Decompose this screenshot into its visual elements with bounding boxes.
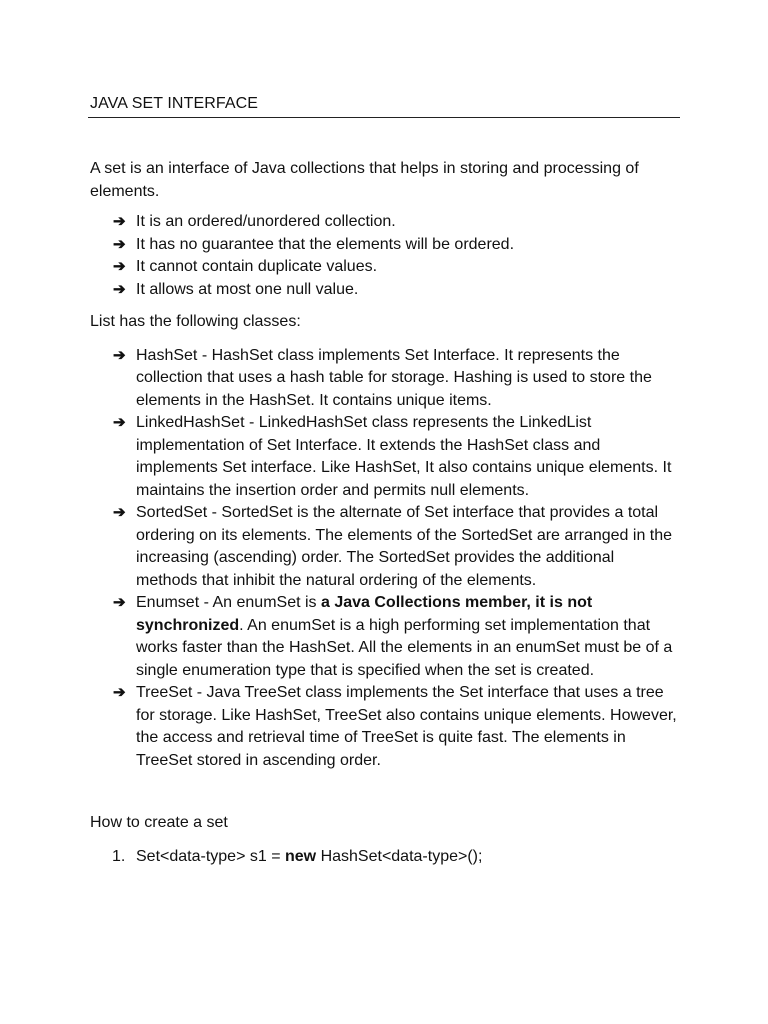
arrow-icon: ➔ — [113, 280, 126, 298]
list-item — [112, 234, 680, 257]
class-description: LinkedHashSet - LinkedHashSet class represents the LinkedList implementation of Set Interface. It extends the HashSet class and implements Set interface. Like HashSet, It also contains unique elements. It maintains the insertion order and permits null elements. — [136, 414, 672, 499]
title-divider — [88, 117, 680, 118]
arrow-icon: ➔ — [113, 235, 126, 253]
class-item-hashset — [112, 345, 680, 413]
arrow-icon: ➔ — [113, 684, 126, 701]
arrow-icon: ➔ — [113, 504, 126, 521]
classes-heading: List has the following classes: — [90, 313, 301, 330]
arrow-icon: ➔ — [113, 414, 126, 431]
properties-list — [90, 211, 680, 301]
code-suffix: HashSet<data-type>(); — [316, 847, 483, 865]
class-item-treeset — [112, 682, 680, 772]
document-title: JAVA SET INTERFACE — [90, 95, 259, 112]
classes-list — [90, 345, 680, 773]
step-item — [112, 846, 680, 869]
arrow-icon: ➔ — [113, 258, 126, 275]
arrow-icon: ➔ — [113, 213, 126, 230]
steps-list — [90, 846, 680, 869]
list-item — [112, 211, 680, 234]
class-description-suffix: . An enumSet is a high performing set implementation that works faster than the HashSet. All the elements in an enumSet must be of a single enumeration type that is specified when the set is created. — [136, 616, 673, 679]
list-item — [112, 256, 680, 279]
class-description-prefix: Enumset - An enumSet is — [136, 594, 321, 611]
class-description: TreeSet - Java TreeSet class implements the Set interface that uses a tree for storage. Like HashSet, TreeSet also contains unique elements. However, the access and retrieval time of TreeSet is quite fast. The elements in TreeSet stored in ascending order. — [136, 684, 677, 769]
property-text: It allows at most one null value. — [136, 280, 359, 298]
arrow-icon: ➔ — [113, 594, 126, 611]
arrow-icon: ➔ — [113, 346, 126, 364]
code-keyword: new — [285, 847, 317, 865]
property-text: It has no guarantee that the elements will be ordered. — [136, 235, 515, 253]
document-page — [90, 93, 680, 868]
class-description-bold: a Java Collections member, it is not synchronized — [136, 594, 593, 634]
class-item-sortedset — [112, 502, 680, 592]
list-item — [112, 279, 680, 302]
how-to-heading: How to create a set — [90, 814, 228, 831]
class-item-linkedhashset — [112, 412, 680, 502]
property-text: It cannot contain duplicate values. — [136, 258, 378, 275]
class-description: SortedSet - SortedSet is the alternate of Set interface that provides a total ordering on its elements. The elements of the SortedSet are arranged in the increasing (ascending) order. The SortedSet provides the additional methods that inhibit the natural ordering of the elements. — [136, 504, 673, 589]
code-prefix: Set<data-type> s1 = — [136, 847, 285, 865]
class-description: HashSet - HashSet class implements Set Interface. It represents the collection that uses a hash table for storage. Hashing is used to store the elements in the HashSet. It contains unique items. — [136, 346, 652, 409]
class-item-enumset — [112, 592, 680, 682]
intro-paragraph: A set is an interface of Java collections that helps in storing and processing of elements. — [90, 160, 639, 200]
step-number: 1. — [112, 847, 126, 865]
property-text: It is an ordered/unordered collection. — [136, 213, 396, 230]
